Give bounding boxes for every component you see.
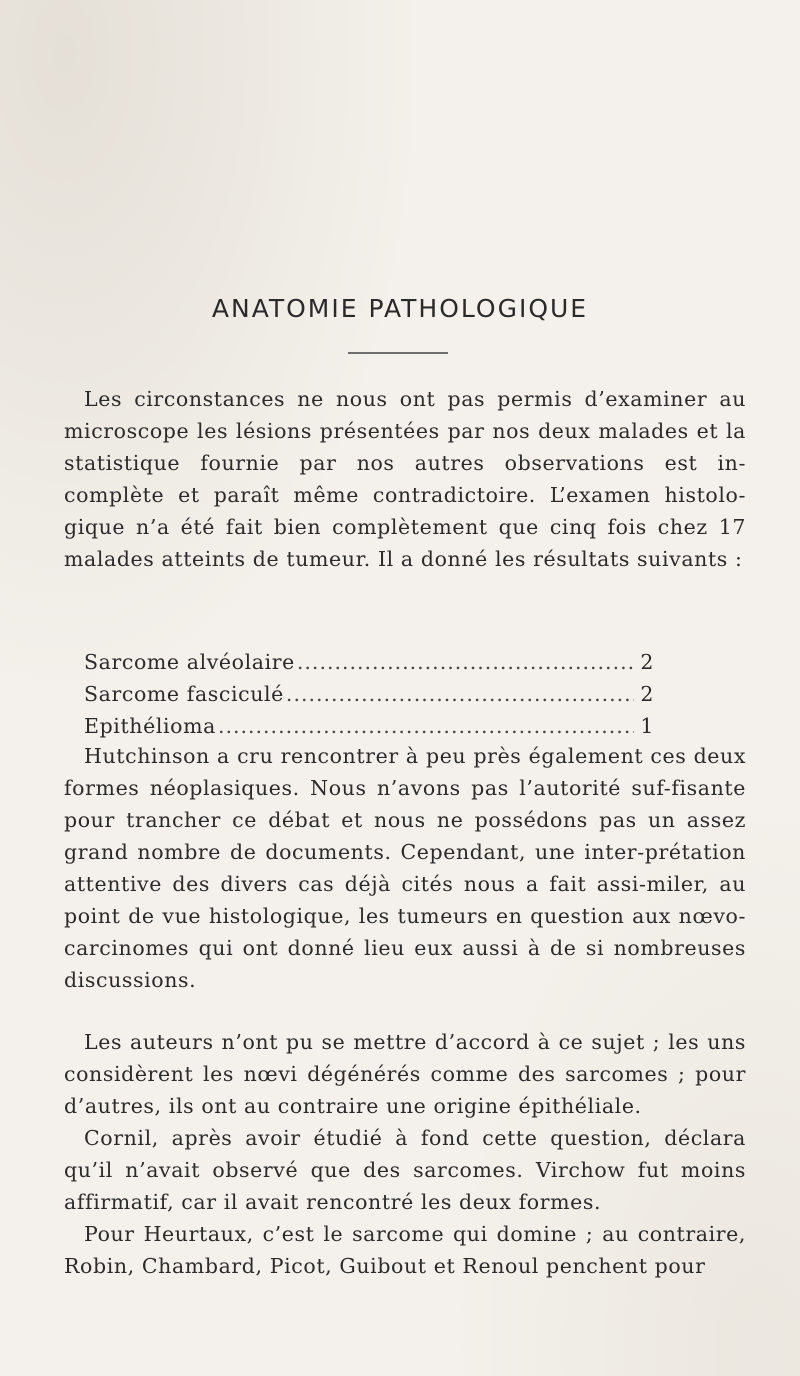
dot-leader bbox=[286, 678, 634, 710]
paragraph-cornil: Cornil, après avoir étudié à fond cette question, déclara qu’il n’avait observé que des sarcomes. Virchow fut moins affirmatif, car il avait rencontré les deux formes. bbox=[64, 1126, 746, 1214]
results-list bbox=[84, 646, 654, 742]
dot-leader bbox=[297, 646, 634, 678]
paragraph-intro: Les circonstances ne nous ont pas permis d’examiner au microscope les lésions présentées par nos deux malades et la statistique fournie par nos autres observations est in-complète et paraît même contradictoire. L’examen histolo-gique n’a été fait bien complètement que cinq fois chez 17 malades atteints de tumeur. Il a donné les résultats suivants : bbox=[64, 387, 746, 571]
result-count: 2 bbox=[640, 682, 654, 706]
paragraph-hutchinson: Hutchinson a cru rencontrer à peu près également ces deux formes néoplasiques. Nous n’avons pas l’autorité suf-fisante pour trancher ce débat et nous ne possédons pas un assez grand nombre de documents. Cependant, une inter-prétation attentive des divers cas déjà cités nous a fait assi-miler, au point de vue histologique, les tumeurs en question aux nœvo-carcinomes qui ont donné lieu eux aussi à de si nombreuses discussions. bbox=[64, 744, 746, 992]
result-row bbox=[84, 646, 654, 678]
paragraph-heurtaux: Pour Heurtaux, c’est le sarcome qui domine ; au contraire, Robin, Chambard, Picot, Guibout et Renoul penchent pour bbox=[64, 1222, 746, 1278]
heading-divider bbox=[348, 352, 448, 354]
result-label: Sarcome alvéolaire bbox=[84, 650, 295, 674]
paragraph-auteurs: Les auteurs n’ont pu se mettre d’accord à ce sujet ; les uns considèrent les nœvi dégénérés comme des sarcomes ; pour d’autres, ils ont au contraire une origine épithéliale. bbox=[64, 1030, 746, 1118]
result-count: 1 bbox=[640, 714, 654, 738]
result-row bbox=[84, 710, 654, 742]
dot-leader bbox=[218, 710, 634, 742]
result-label: Epithélioma bbox=[84, 714, 216, 738]
chapter-heading: ANATOMIE PATHOLOGIQUE bbox=[211, 294, 589, 323]
result-label: Sarcome fasciculé bbox=[84, 682, 284, 706]
result-count: 2 bbox=[640, 650, 654, 674]
result-row bbox=[84, 678, 654, 710]
